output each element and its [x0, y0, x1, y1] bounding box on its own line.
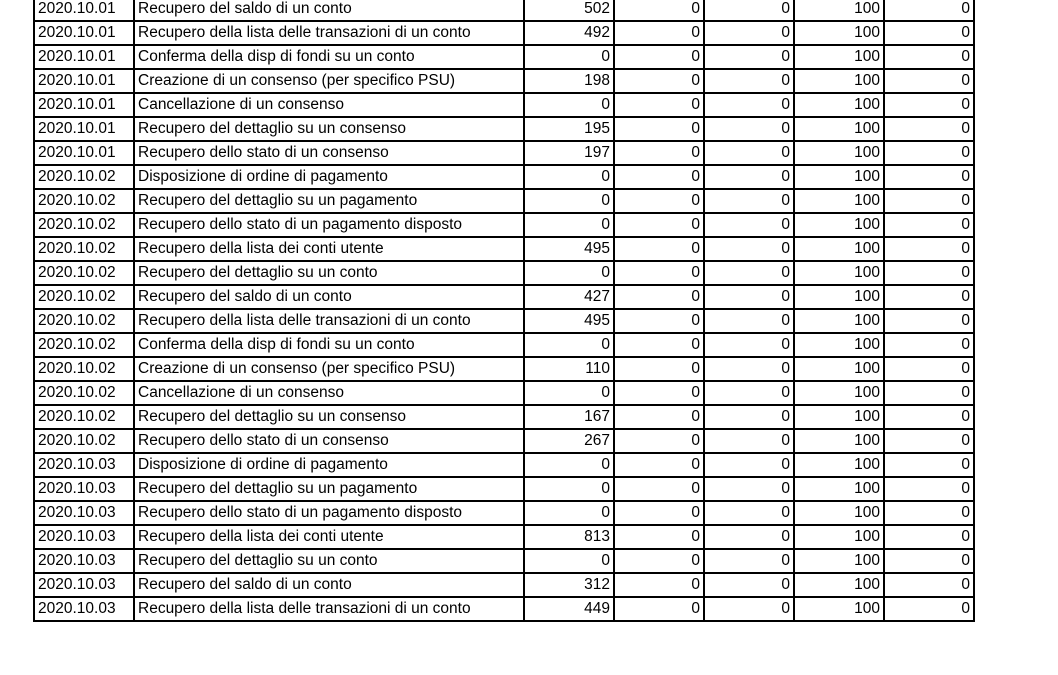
description-cell: Recupero della lista dei conti utente [134, 237, 524, 261]
table-row [34, 381, 974, 405]
requests-cell: 813 [524, 525, 614, 549]
value-cell-5: 0 [884, 69, 974, 93]
availability-cell: 100 [794, 141, 884, 165]
value-cell-2: 0 [614, 285, 704, 309]
description-cell: Recupero della lista delle transazioni di un conto [134, 309, 524, 333]
value-cell-2: 0 [614, 477, 704, 501]
availability-cell: 100 [794, 309, 884, 333]
value-cell-5: 0 [884, 573, 974, 597]
table-row [34, 597, 974, 621]
value-cell-5: 0 [884, 237, 974, 261]
availability-cell: 100 [794, 333, 884, 357]
value-cell-3: 0 [704, 525, 794, 549]
description-cell: Recupero del saldo di un conto [134, 0, 524, 21]
value-cell-5: 0 [884, 453, 974, 477]
table-row [34, 237, 974, 261]
value-cell-2: 0 [614, 21, 704, 45]
value-cell-3: 0 [704, 405, 794, 429]
table-row [34, 429, 974, 453]
table-body [34, 0, 974, 621]
date-cell: 2020.10.02 [34, 333, 134, 357]
value-cell-2: 0 [614, 549, 704, 573]
table-row [34, 549, 974, 573]
value-cell-2: 0 [614, 45, 704, 69]
description-cell: Recupero del saldo di un conto [134, 573, 524, 597]
description-cell: Creazione di un consenso (per specifico PSU) [134, 69, 524, 93]
requests-cell: 267 [524, 429, 614, 453]
value-cell-2: 0 [614, 93, 704, 117]
date-cell: 2020.10.03 [34, 501, 134, 525]
value-cell-3: 0 [704, 501, 794, 525]
value-cell-5: 0 [884, 501, 974, 525]
value-cell-3: 0 [704, 381, 794, 405]
value-cell-5: 0 [884, 117, 974, 141]
table-row [34, 141, 974, 165]
availability-cell: 100 [794, 285, 884, 309]
requests-cell: 502 [524, 0, 614, 21]
description-cell: Recupero dello stato di un pagamento disposto [134, 501, 524, 525]
value-cell-3: 0 [704, 69, 794, 93]
description-cell: Recupero dello stato di un consenso [134, 429, 524, 453]
table-row [34, 477, 974, 501]
availability-cell: 100 [794, 405, 884, 429]
table-row [34, 189, 974, 213]
value-cell-3: 0 [704, 0, 794, 21]
table-row [34, 573, 974, 597]
value-cell-5: 0 [884, 189, 974, 213]
value-cell-3: 0 [704, 261, 794, 285]
value-cell-5: 0 [884, 405, 974, 429]
table-row [34, 117, 974, 141]
value-cell-5: 0 [884, 285, 974, 309]
value-cell-3: 0 [704, 45, 794, 69]
description-cell: Cancellazione di un consenso [134, 93, 524, 117]
date-cell: 2020.10.01 [34, 93, 134, 117]
value-cell-5: 0 [884, 141, 974, 165]
availability-cell: 100 [794, 477, 884, 501]
value-cell-2: 0 [614, 189, 704, 213]
value-cell-2: 0 [614, 213, 704, 237]
availability-cell: 100 [794, 525, 884, 549]
value-cell-3: 0 [704, 309, 794, 333]
value-cell-2: 0 [614, 237, 704, 261]
value-cell-2: 0 [614, 381, 704, 405]
value-cell-5: 0 [884, 93, 974, 117]
date-cell: 2020.10.03 [34, 477, 134, 501]
description-cell: Disposizione di ordine di pagamento [134, 165, 524, 189]
description-cell: Conferma della disp di fondi su un conto [134, 333, 524, 357]
date-cell: 2020.10.02 [34, 189, 134, 213]
table-row [34, 405, 974, 429]
date-cell: 2020.10.02 [34, 381, 134, 405]
availability-cell: 100 [794, 453, 884, 477]
requests-cell: 495 [524, 237, 614, 261]
value-cell-2: 0 [614, 453, 704, 477]
value-cell-2: 0 [614, 501, 704, 525]
value-cell-2: 0 [614, 357, 704, 381]
availability-cell: 100 [794, 117, 884, 141]
availability-cell: 100 [794, 0, 884, 21]
value-cell-5: 0 [884, 597, 974, 621]
requests-cell: 312 [524, 573, 614, 597]
description-cell: Conferma della disp di fondi su un conto [134, 45, 524, 69]
value-cell-3: 0 [704, 549, 794, 573]
value-cell-5: 0 [884, 261, 974, 285]
description-cell: Recupero del saldo di un conto [134, 285, 524, 309]
value-cell-2: 0 [614, 141, 704, 165]
requests-cell: 0 [524, 453, 614, 477]
date-cell: 2020.10.01 [34, 0, 134, 21]
date-cell: 2020.10.03 [34, 453, 134, 477]
availability-cell: 100 [794, 573, 884, 597]
date-cell: 2020.10.01 [34, 141, 134, 165]
date-cell: 2020.10.02 [34, 261, 134, 285]
requests-cell: 0 [524, 261, 614, 285]
requests-cell: 0 [524, 165, 614, 189]
value-cell-3: 0 [704, 165, 794, 189]
value-cell-3: 0 [704, 21, 794, 45]
table-row [34, 285, 974, 309]
description-cell: Recupero della lista dei conti utente [134, 525, 524, 549]
value-cell-3: 0 [704, 573, 794, 597]
value-cell-3: 0 [704, 141, 794, 165]
requests-cell: 449 [524, 597, 614, 621]
table-row [34, 501, 974, 525]
value-cell-5: 0 [884, 0, 974, 21]
date-cell: 2020.10.03 [34, 525, 134, 549]
table-row [34, 165, 974, 189]
table-row [34, 525, 974, 549]
description-cell: Recupero del dettaglio su un pagamento [134, 477, 524, 501]
requests-cell: 197 [524, 141, 614, 165]
table-row [34, 333, 974, 357]
table-row [34, 45, 974, 69]
availability-cell: 100 [794, 213, 884, 237]
value-cell-3: 0 [704, 357, 794, 381]
value-cell-5: 0 [884, 381, 974, 405]
requests-cell: 0 [524, 333, 614, 357]
table-row [34, 0, 974, 21]
requests-cell: 0 [524, 213, 614, 237]
value-cell-2: 0 [614, 429, 704, 453]
requests-cell: 0 [524, 381, 614, 405]
value-cell-2: 0 [614, 69, 704, 93]
date-cell: 2020.10.03 [34, 597, 134, 621]
value-cell-3: 0 [704, 237, 794, 261]
requests-cell: 167 [524, 405, 614, 429]
requests-cell: 427 [524, 285, 614, 309]
requests-cell: 198 [524, 69, 614, 93]
date-cell: 2020.10.02 [34, 405, 134, 429]
requests-cell: 0 [524, 189, 614, 213]
value-cell-2: 0 [614, 0, 704, 21]
availability-cell: 100 [794, 21, 884, 45]
value-cell-3: 0 [704, 477, 794, 501]
table-row [34, 453, 974, 477]
value-cell-3: 0 [704, 453, 794, 477]
value-cell-3: 0 [704, 597, 794, 621]
description-cell: Recupero della lista delle transazioni di un conto [134, 21, 524, 45]
requests-cell: 495 [524, 309, 614, 333]
value-cell-5: 0 [884, 45, 974, 69]
value-cell-2: 0 [614, 261, 704, 285]
description-cell: Recupero dello stato di un consenso [134, 141, 524, 165]
availability-cell: 100 [794, 93, 884, 117]
value-cell-5: 0 [884, 477, 974, 501]
availability-cell: 100 [794, 189, 884, 213]
value-cell-2: 0 [614, 525, 704, 549]
availability-cell: 100 [794, 597, 884, 621]
availability-cell: 100 [794, 549, 884, 573]
availability-cell: 100 [794, 501, 884, 525]
requests-cell: 195 [524, 117, 614, 141]
table-row [34, 261, 974, 285]
description-cell: Recupero del dettaglio su un conto [134, 261, 524, 285]
date-cell: 2020.10.02 [34, 357, 134, 381]
availability-cell: 100 [794, 357, 884, 381]
table-row [34, 21, 974, 45]
value-cell-3: 0 [704, 285, 794, 309]
value-cell-2: 0 [614, 573, 704, 597]
requests-cell: 0 [524, 45, 614, 69]
availability-cell: 100 [794, 429, 884, 453]
requests-cell: 0 [524, 93, 614, 117]
description-cell: Cancellazione di un consenso [134, 381, 524, 405]
data-table [33, 0, 975, 622]
value-cell-5: 0 [884, 429, 974, 453]
description-cell: Disposizione di ordine di pagamento [134, 453, 524, 477]
date-cell: 2020.10.03 [34, 549, 134, 573]
date-cell: 2020.10.02 [34, 213, 134, 237]
value-cell-3: 0 [704, 213, 794, 237]
table-row [34, 69, 974, 93]
date-cell: 2020.10.01 [34, 21, 134, 45]
date-cell: 2020.10.02 [34, 309, 134, 333]
description-cell: Recupero dello stato di un pagamento disposto [134, 213, 524, 237]
table-row [34, 309, 974, 333]
availability-cell: 100 [794, 261, 884, 285]
availability-cell: 100 [794, 165, 884, 189]
date-cell: 2020.10.01 [34, 117, 134, 141]
value-cell-2: 0 [614, 597, 704, 621]
value-cell-5: 0 [884, 21, 974, 45]
description-cell: Recupero del dettaglio su un pagamento [134, 189, 524, 213]
value-cell-5: 0 [884, 165, 974, 189]
value-cell-3: 0 [704, 333, 794, 357]
value-cell-2: 0 [614, 117, 704, 141]
value-cell-3: 0 [704, 93, 794, 117]
description-cell: Recupero del dettaglio su un conto [134, 549, 524, 573]
value-cell-2: 0 [614, 333, 704, 357]
requests-cell: 492 [524, 21, 614, 45]
availability-cell: 100 [794, 69, 884, 93]
availability-cell: 100 [794, 45, 884, 69]
description-cell: Creazione di un consenso (per specifico PSU) [134, 357, 524, 381]
date-cell: 2020.10.01 [34, 45, 134, 69]
availability-cell: 100 [794, 381, 884, 405]
requests-cell: 110 [524, 357, 614, 381]
requests-cell: 0 [524, 477, 614, 501]
date-cell: 2020.10.02 [34, 285, 134, 309]
description-cell: Recupero del dettaglio su un consenso [134, 117, 524, 141]
description-cell: Recupero del dettaglio su un consenso [134, 405, 524, 429]
value-cell-5: 0 [884, 333, 974, 357]
description-cell: Recupero della lista delle transazioni di un conto [134, 597, 524, 621]
requests-cell: 0 [524, 501, 614, 525]
value-cell-5: 0 [884, 309, 974, 333]
date-cell: 2020.10.03 [34, 573, 134, 597]
availability-cell: 100 [794, 237, 884, 261]
value-cell-3: 0 [704, 429, 794, 453]
table-row [34, 357, 974, 381]
value-cell-5: 0 [884, 213, 974, 237]
value-cell-5: 0 [884, 525, 974, 549]
value-cell-3: 0 [704, 117, 794, 141]
value-cell-2: 0 [614, 165, 704, 189]
table-row [34, 93, 974, 117]
value-cell-5: 0 [884, 357, 974, 381]
date-cell: 2020.10.02 [34, 237, 134, 261]
value-cell-5: 0 [884, 549, 974, 573]
requests-cell: 0 [524, 549, 614, 573]
date-cell: 2020.10.02 [34, 429, 134, 453]
value-cell-2: 0 [614, 309, 704, 333]
date-cell: 2020.10.01 [34, 69, 134, 93]
date-cell: 2020.10.02 [34, 165, 134, 189]
value-cell-3: 0 [704, 189, 794, 213]
table-row [34, 213, 974, 237]
value-cell-2: 0 [614, 405, 704, 429]
